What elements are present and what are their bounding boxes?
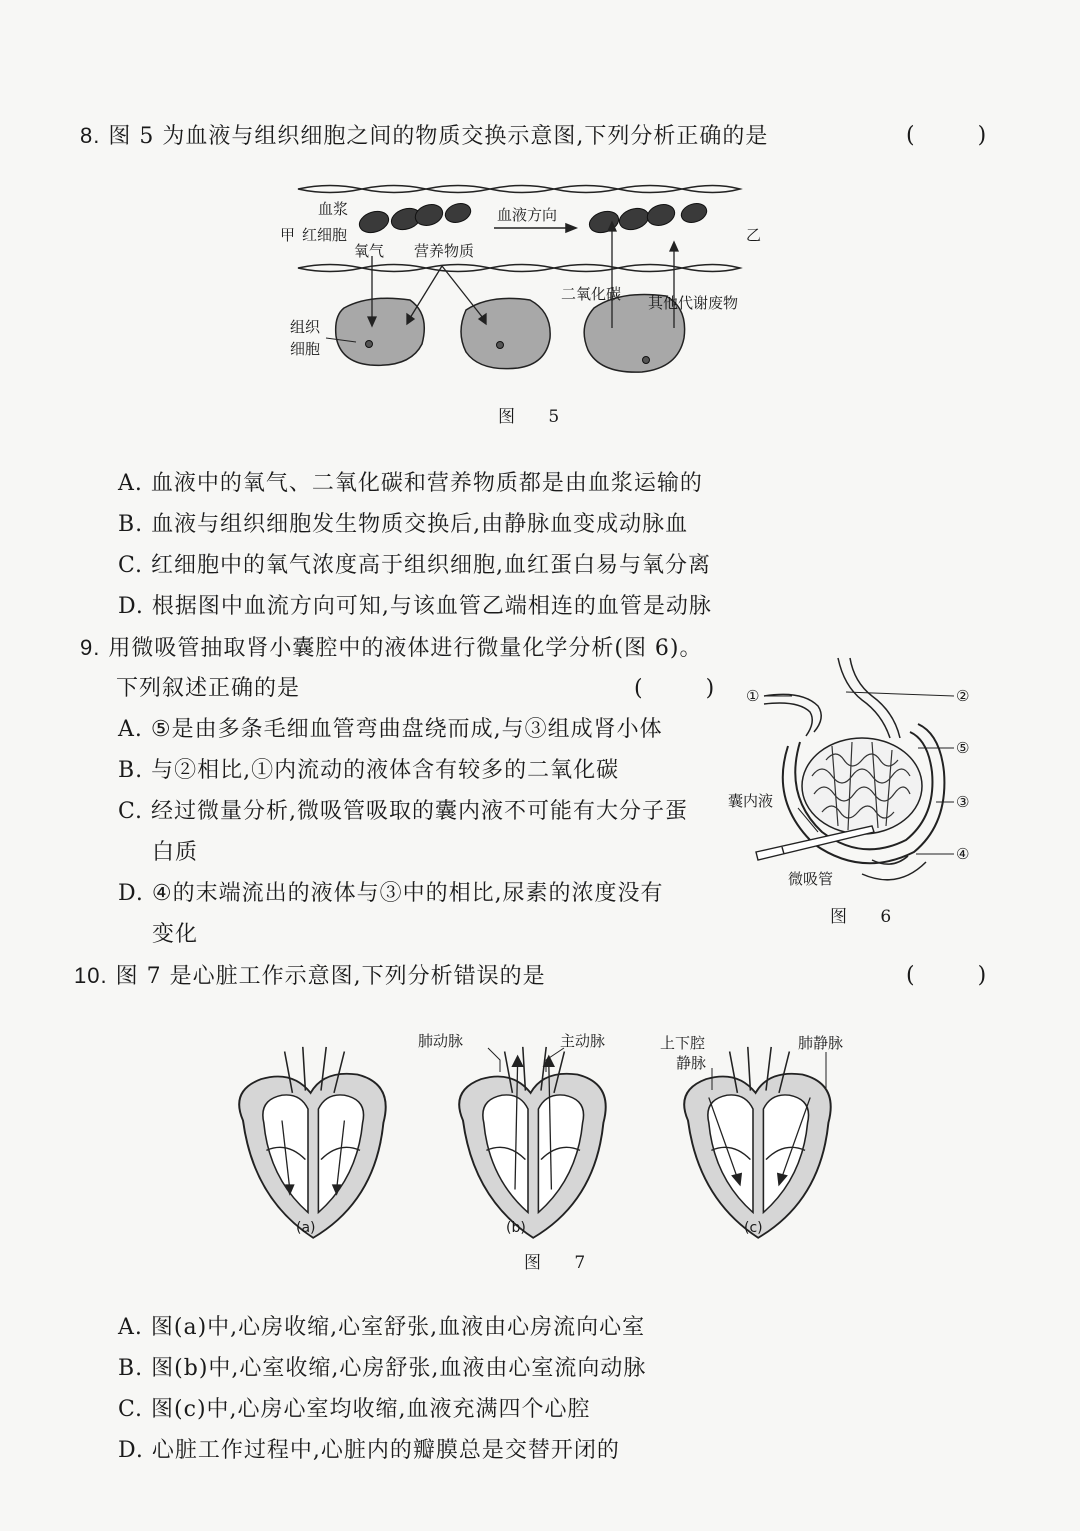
label-tissue-2: 细胞	[290, 340, 321, 358]
label-a: (a)	[296, 1220, 316, 1236]
heart-b	[459, 1047, 606, 1238]
q10-answer-paren[interactable]: ( )	[906, 963, 1015, 988]
micropipette	[756, 826, 874, 860]
label-rbc: 红细胞	[302, 226, 348, 244]
q10-option-b[interactable]: B. 图(b)中,心室收缩,心房舒张,血液由心室流向动脉	[118, 1356, 647, 1381]
q8-answer-paren[interactable]: ( )	[906, 123, 1015, 148]
q10-number: 10.	[74, 963, 108, 988]
blood-direction-arrow	[494, 224, 576, 232]
q8-number: 8.	[80, 123, 101, 148]
q10-stem: 图 7 是心脏工作示意图,下列分析错误的是	[115, 964, 546, 989]
figure-5-caption: 图 5	[498, 407, 574, 427]
q8-stem: 图 5 为血液与组织细胞之间的物质交换示意图,下列分析正确的是	[108, 124, 769, 149]
q9-stem-1: 用微吸管抽取肾小囊腔中的液体进行微量化学分析(图 6)。	[108, 636, 703, 661]
figure-6	[722, 656, 982, 896]
figure-7-caption: 图 7	[524, 1253, 600, 1273]
label-vena-cava-1: 上下腔	[660, 1034, 706, 1052]
tissue-cell-1	[336, 298, 425, 365]
label-1: ①	[746, 687, 760, 705]
heart-c	[684, 1047, 831, 1238]
q8-option-a[interactable]: A. 血液中的氧气、二氧化碳和营养物质都是由血浆运输的	[118, 471, 703, 496]
label-pulmonary-vein: 肺静脉	[798, 1034, 844, 1052]
label-yi: 乙	[746, 226, 762, 244]
label-fluid: 囊内液	[728, 792, 774, 810]
label-nutrients: 营养物质	[414, 242, 475, 260]
label-waste: 其他代谢废物	[648, 294, 739, 312]
label-aorta: 主动脉	[560, 1032, 606, 1050]
label-tissue-1: 组织	[290, 318, 321, 336]
q9-answer-paren[interactable]: ( )	[634, 676, 743, 701]
q8-option-b[interactable]: B. 血液与组织细胞发生物质交换后,由静脉血变成动脉血	[118, 512, 689, 537]
q9-option-b[interactable]: B. 与②相比,①内流动的液体含有较多的二氧化碳	[118, 758, 620, 783]
q9-option-c-cont: 白质	[152, 840, 199, 865]
q10-option-d[interactable]: D. 心脏工作过程中,心脏内的瓣膜总是交替开闭的	[118, 1438, 620, 1463]
q9-stem-2: 下列叙述正确的是	[116, 676, 301, 701]
vessel-1	[764, 694, 821, 732]
q9-option-d-cont: 变化	[152, 922, 199, 947]
label-4: ④	[956, 845, 970, 863]
q10-option-c[interactable]: C. 图(c)中,心房心室均收缩,血液充满四个心腔	[118, 1397, 591, 1422]
cell-nucleus-1	[366, 341, 373, 348]
label-jia: 甲	[280, 226, 296, 244]
figure-6-caption: 图 6	[830, 907, 906, 927]
figure-7	[230, 1020, 870, 1240]
cell-nucleus-2	[497, 342, 504, 349]
cell-nucleus-3	[643, 357, 650, 364]
q9-option-a[interactable]: A. ⑤是由多条毛细血管弯曲盘绕而成,与③组成肾小体	[118, 717, 663, 742]
tissue-cell-2	[461, 298, 550, 368]
label-plasma: 血浆	[318, 200, 349, 218]
label-2: ②	[956, 687, 970, 705]
label-c: (c)	[744, 1220, 763, 1236]
label-pipette: 微吸管	[788, 870, 834, 888]
q10-stem-line	[74, 962, 546, 991]
label-5: ⑤	[956, 739, 970, 757]
vessel-wall-top	[298, 186, 740, 193]
q9-number: 9.	[80, 635, 101, 660]
label-blood-direction: 血液方向	[497, 206, 558, 224]
q9-option-c[interactable]: C. 经过微量分析,微吸管吸取的囊内液不可能有大分子蛋	[118, 799, 689, 824]
q8-option-d[interactable]: D. 根据图中血流方向可知,与该血管乙端相连的血管是动脉	[118, 594, 712, 619]
figure-5	[270, 178, 790, 378]
label-pulmonary-artery: 肺动脉	[418, 1032, 464, 1050]
q8-stem-line	[80, 122, 768, 151]
label-oxygen: 氧气	[354, 242, 385, 260]
label-co2: 二氧化碳	[561, 285, 622, 303]
q10-option-a[interactable]: A. 图(a)中,心房收缩,心室舒张,血液由心房流向心室	[118, 1315, 646, 1340]
heart-a	[239, 1047, 386, 1238]
q9-stem-line-1	[80, 634, 703, 663]
q8-option-c[interactable]: C. 红细胞中的氧气浓度高于组织细胞,血红蛋白易与氧分离	[118, 553, 712, 578]
q9-option-d[interactable]: D. ④的末端流出的液体与③中的相比,尿素的浓度没有	[118, 881, 664, 906]
vessel-2	[838, 658, 890, 738]
label-vena-cava-2: 静脉	[676, 1054, 707, 1072]
label-b: (b)	[506, 1220, 526, 1236]
label-3: ③	[956, 793, 970, 811]
glomerulus	[802, 738, 922, 834]
